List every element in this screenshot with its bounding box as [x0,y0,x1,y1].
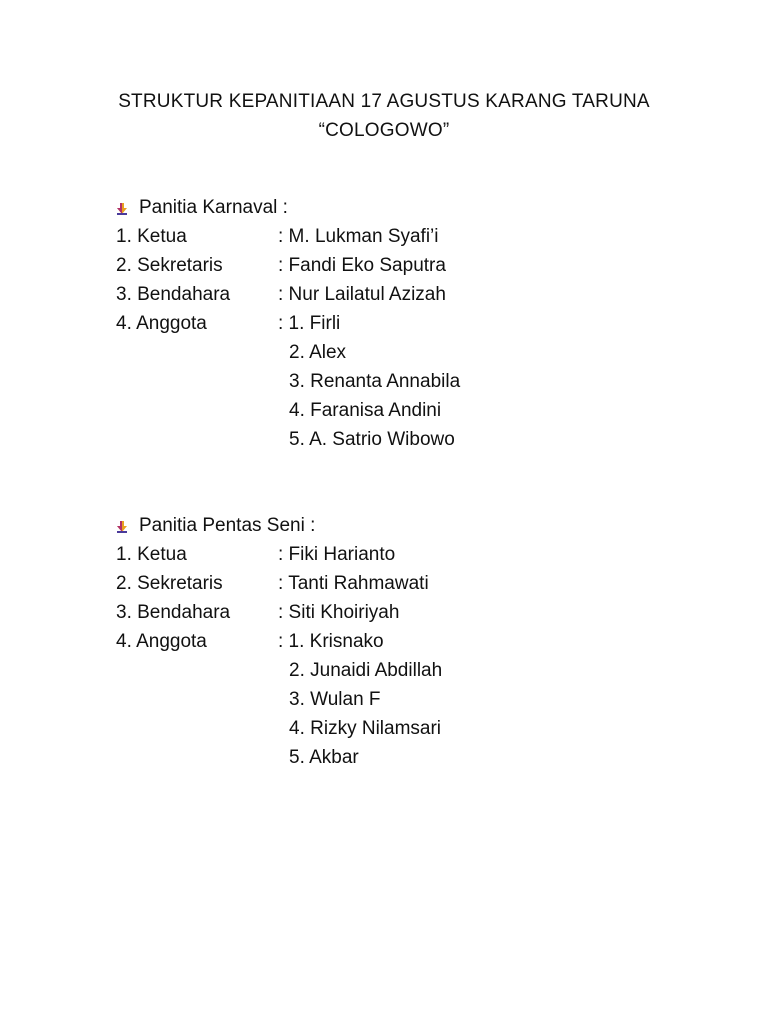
role-value: : Siti Khoiriyah [278,602,400,623]
member-row [116,425,716,454]
member-name: 5. A. Satrio Wibowo [289,429,455,450]
member-row [116,656,716,685]
role-label: 3. Bendahara [116,602,231,623]
role-value: : Fiki Harianto [278,544,396,565]
role-label: 1. Ketua [116,226,187,247]
role-value: : Nur Lailatul Azizah [278,284,446,305]
role-value: : Tanti Rahmawati [278,573,429,594]
role-value: : 1. Krisnako [278,631,384,652]
committee-row [116,627,716,656]
member-row [116,338,716,367]
document-title: STRUKTUR KEPANITIAAN 17 AGUSTUS KARANG TARUNA [118,91,650,112]
committee-row [116,280,716,309]
committee-row [116,569,716,598]
role-label: 2. Sekretaris [116,573,223,594]
member-name: 5. Akbar [289,747,359,768]
role-value: : Fandi Eko Saputra [278,255,446,276]
member-name: 2. Junaidi Abdillah [289,660,443,681]
section-heading [116,193,716,222]
arrow-bullet-icon [116,521,128,533]
member-name: 4. Rizky Nilamsari [289,718,442,739]
document-subtitle: “COLOGOWO” [318,120,450,141]
committee-row [116,598,716,627]
member-name: 3. Renanta Annabila [289,371,461,392]
member-row [116,685,716,714]
section-heading-label: Panitia Karnaval : [139,197,288,218]
section-heading [116,511,716,540]
committee-row [116,309,716,338]
member-row [116,743,716,772]
role-value: : M. Lukman Syafi’i [278,226,439,247]
section-karnaval [116,193,716,454]
member-name: 4. Faranisa Andini [289,400,442,421]
role-label: 1. Ketua [116,544,187,565]
committee-row [116,251,716,280]
role-label: 4. Anggota [116,313,207,334]
section-heading-label: Panitia Pentas Seni : [139,515,316,536]
committee-row [116,222,716,251]
role-label: 3. Bendahara [116,284,231,305]
role-value: : 1. Firli [278,313,341,334]
arrow-bullet-icon [116,203,128,215]
member-row [116,396,716,425]
section-pentas-seni [116,511,716,772]
committee-row [116,540,716,569]
member-name: 3. Wulan F [289,689,381,710]
member-row [116,714,716,743]
role-label: 2. Sekretaris [116,255,223,276]
role-label: 4. Anggota [116,631,207,652]
member-row [116,367,716,396]
member-name: 2. Alex [289,342,347,363]
